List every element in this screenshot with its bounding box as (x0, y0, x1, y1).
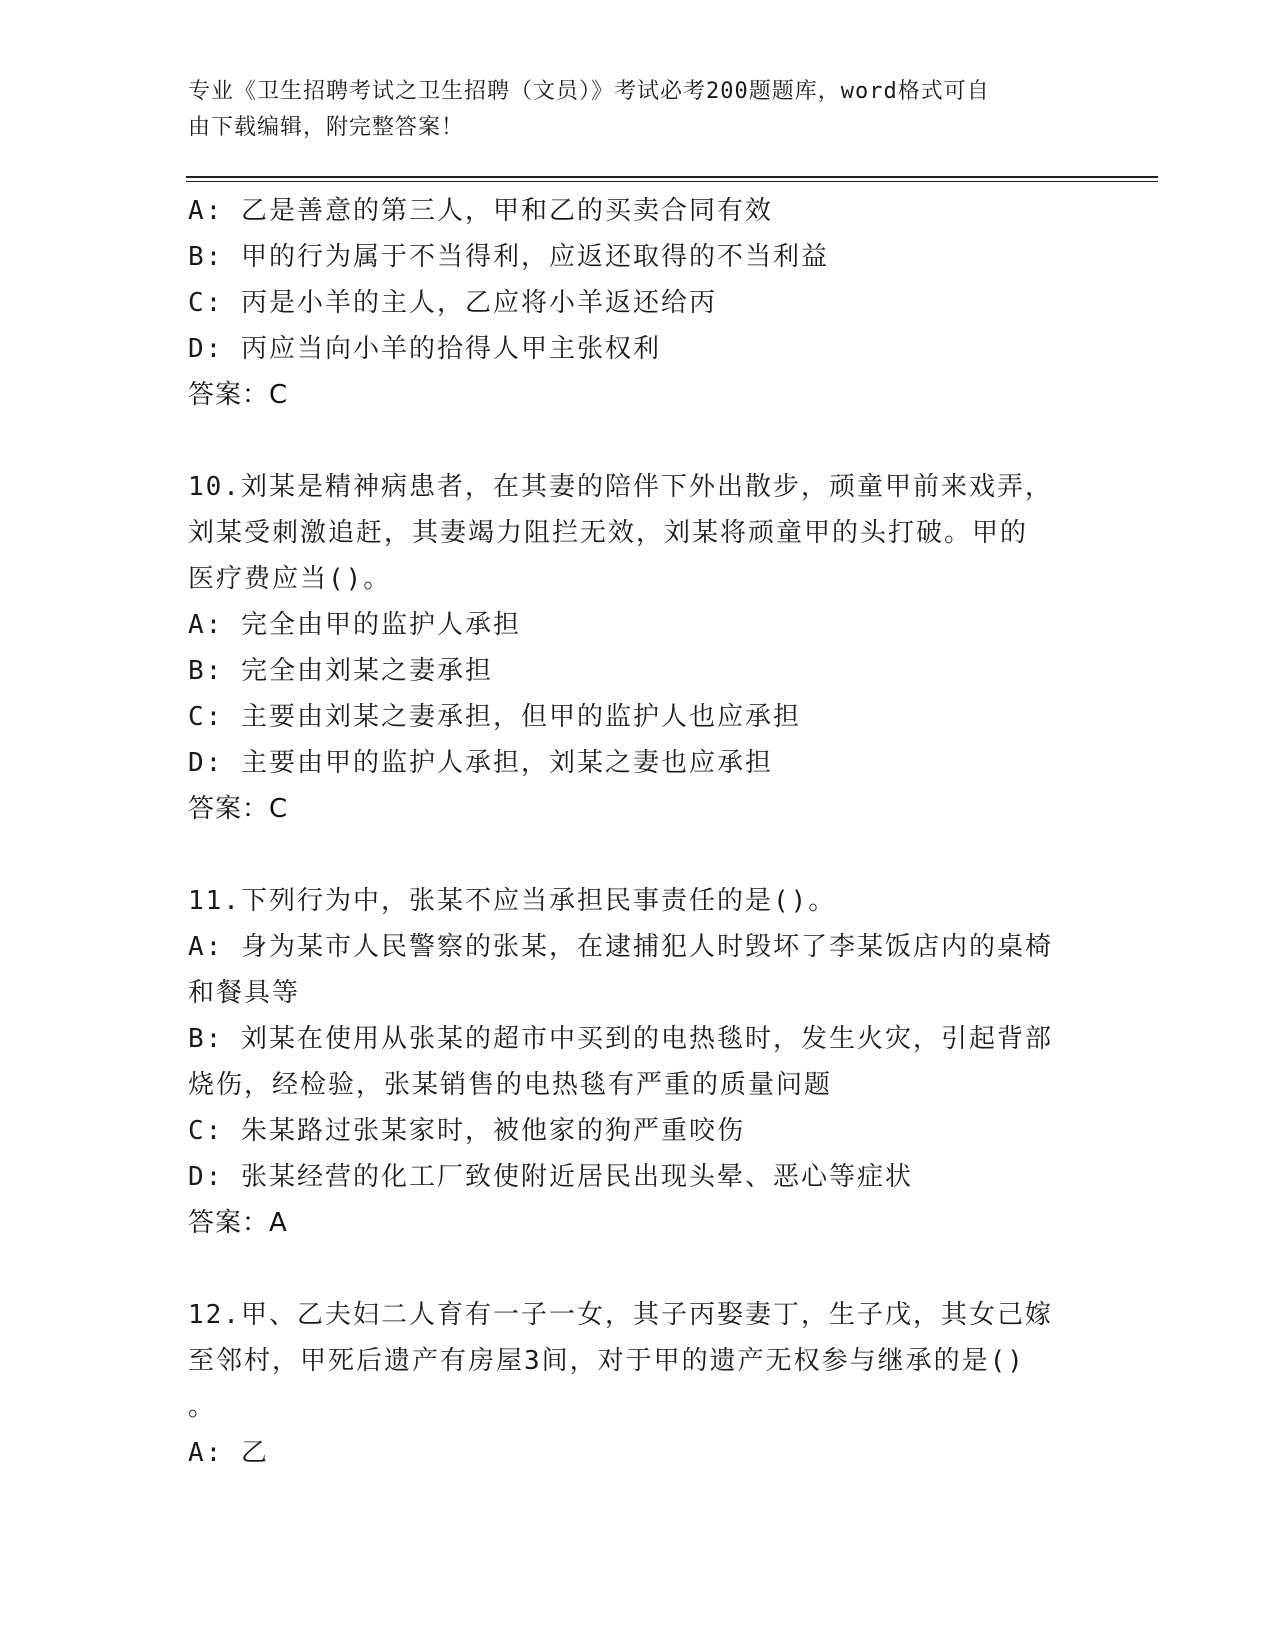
answer-line: 答案：A (188, 1208, 288, 1238)
header-line-2: 由下载编辑，附完整答案！ (188, 115, 465, 140)
option-b-continued: 烧伤，经检验，张某销售的电热毯有严重的质量问题 (188, 1070, 833, 1100)
question-9-continuation (188, 188, 1088, 418)
spacer (188, 418, 1088, 464)
option-b: B: 刘某在使用从张某的超市中买到的电热毯时，发生火灾，引起背部 (188, 1024, 1053, 1054)
document-header (188, 74, 1088, 146)
option-d: D: 丙应当向小羊的拾得人甲主张权利 (188, 334, 661, 364)
question-11 (188, 878, 1088, 1246)
answer-line: 答案：C (188, 794, 289, 824)
option-d: D: 张某经营的化工厂致使附近居民出现头晕、恶心等症状 (188, 1162, 913, 1192)
question-stem-line: 10.刘某是精神病患者，在其妻的陪伴下外出散步，顽童甲前来戏弄， (188, 472, 1053, 502)
option-a: A: 身为某市人民警察的张某，在逮捕犯人时毁坏了李某饭店内的桌椅 (188, 932, 1053, 962)
spacer (188, 832, 1088, 878)
option-a: A: 完全由甲的监护人承担 (188, 610, 521, 640)
question-stem-line: 11.下列行为中，张某不应当承担民事责任的是()。 (188, 886, 837, 916)
option-c: C: 朱某路过张某家时，被他家的狗严重咬伤 (188, 1116, 745, 1146)
question-stem-line: 医疗费应当()。 (188, 564, 392, 594)
option-b: B: 完全由刘某之妻承担 (188, 656, 493, 686)
option-a: A: 乙 (188, 1438, 269, 1468)
option-c: C: 主要由刘某之妻承担，但甲的监护人也应承担 (188, 702, 801, 732)
option-b: B: 甲的行为属于不当得利，应返还取得的不当利益 (188, 242, 829, 272)
answer-line: 答案：C (188, 380, 289, 410)
option-a-continued: 和餐具等 (188, 978, 301, 1008)
header-line-1: 专业《卫生招聘考试之卫生招聘（文员）》考试必考200题题库，word格式可自 (188, 79, 990, 104)
question-stem-line: 。 (188, 1392, 217, 1422)
option-d: D: 主要由甲的监护人承担，刘某之妻也应承担 (188, 748, 773, 778)
question-stem-line: 至邻村，甲死后遗产有房屋3间，对于甲的遗产无权参与继承的是() (188, 1346, 1025, 1376)
question-10 (188, 464, 1088, 832)
option-c: C: 丙是小羊的主人，乙应将小羊返还给丙 (188, 288, 717, 318)
header-divider (186, 176, 1158, 182)
option-a: A: 乙是善意的第三人，甲和乙的买卖合同有效 (188, 196, 773, 226)
spacer (188, 1246, 1088, 1292)
question-content (188, 188, 1088, 1476)
question-stem-line: 刘某受刺激追赶，其妻竭力阻拦无效，刘某将顽童甲的头打破。甲的 (188, 518, 1029, 548)
question-12 (188, 1292, 1088, 1476)
question-stem-line: 12.甲、乙夫妇二人育有一子一女，其子丙娶妻丁，生子戊，其女己嫁 (188, 1300, 1053, 1330)
